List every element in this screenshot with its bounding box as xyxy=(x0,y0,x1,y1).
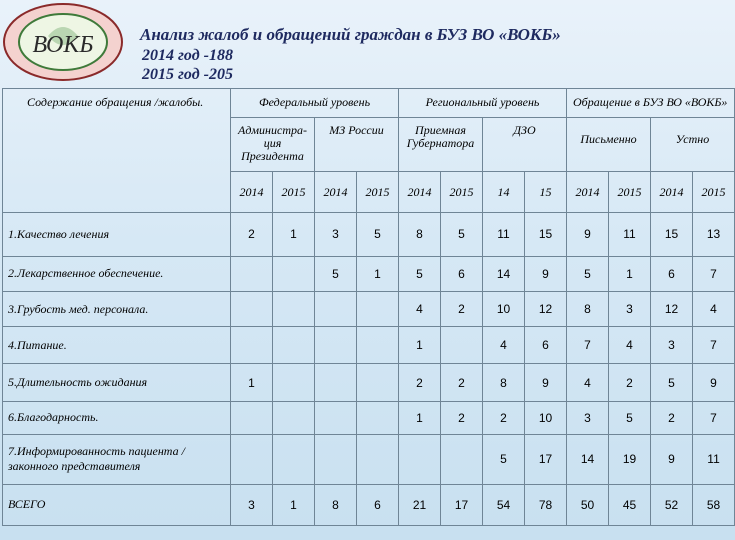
table-row xyxy=(3,484,735,525)
row-label: 6.Благодарность. xyxy=(3,401,231,434)
value-cell: 1 xyxy=(231,364,273,401)
value-cell: 6 xyxy=(441,256,483,291)
value-cell: 7 xyxy=(693,256,735,291)
value-cell: 5 xyxy=(609,401,651,434)
value-cell xyxy=(357,401,399,434)
value-cell: 1 xyxy=(273,484,315,525)
value-cell: 12 xyxy=(651,291,693,326)
value-cell: 5 xyxy=(399,256,441,291)
value-cell xyxy=(231,434,273,484)
value-cell: 10 xyxy=(483,291,525,326)
value-cell: 3 xyxy=(231,484,273,525)
svg-text:ВОКБ: ВОКБ xyxy=(32,32,94,58)
row-label: ВСЕГО xyxy=(3,484,231,525)
content-header: Содержание обращения /жалобы. xyxy=(3,89,231,213)
row-label: 1.Качество лечения xyxy=(3,213,231,256)
value-cell: 4 xyxy=(483,327,525,364)
value-cell: 2 xyxy=(231,213,273,256)
value-cell: 58 xyxy=(693,484,735,525)
value-cell: 7 xyxy=(693,327,735,364)
value-cell: 50 xyxy=(567,484,609,525)
value-cell: 11 xyxy=(693,434,735,484)
year-2014-total: 2014 год -188 xyxy=(142,47,233,64)
value-cell: 4 xyxy=(399,291,441,326)
year-cell: 2014 xyxy=(651,171,693,212)
value-cell xyxy=(273,327,315,364)
year-cell: 2015 xyxy=(441,171,483,212)
value-cell: 5 xyxy=(567,256,609,291)
year-cell: 2015 xyxy=(609,171,651,212)
value-cell: 2 xyxy=(483,401,525,434)
value-cell: 9 xyxy=(567,213,609,256)
year-cell: 2014 xyxy=(231,171,273,212)
value-cell: 2 xyxy=(441,401,483,434)
value-cell: 8 xyxy=(567,291,609,326)
value-cell: 17 xyxy=(525,434,567,484)
value-cell xyxy=(357,364,399,401)
value-cell: 5 xyxy=(315,256,357,291)
value-cell xyxy=(273,256,315,291)
year-cell: 2015 xyxy=(273,171,315,212)
value-cell: 19 xyxy=(609,434,651,484)
mz-russia-header: МЗ России xyxy=(315,117,399,171)
value-cell: 9 xyxy=(525,256,567,291)
admin-president-header: Администра-ция Президента xyxy=(231,117,315,171)
year-cell: 2014 xyxy=(315,171,357,212)
value-cell xyxy=(231,256,273,291)
year-2015-total: 2015 год -205 xyxy=(142,66,233,83)
year-cell: 2014 xyxy=(399,171,441,212)
table-row xyxy=(3,256,735,291)
value-cell: 52 xyxy=(651,484,693,525)
value-cell: 8 xyxy=(483,364,525,401)
value-cell: 11 xyxy=(609,213,651,256)
value-cell xyxy=(273,291,315,326)
value-cell: 5 xyxy=(483,434,525,484)
value-cell xyxy=(441,434,483,484)
value-cell: 4 xyxy=(609,327,651,364)
value-cell: 6 xyxy=(357,484,399,525)
value-cell xyxy=(273,401,315,434)
value-cell xyxy=(231,291,273,326)
value-cell: 15 xyxy=(651,213,693,256)
value-cell: 12 xyxy=(525,291,567,326)
value-cell: 2 xyxy=(441,291,483,326)
value-cell: 5 xyxy=(357,213,399,256)
hospital-logo xyxy=(2,2,124,82)
value-cell: 1 xyxy=(399,401,441,434)
year-cell: 2014 xyxy=(567,171,609,212)
table-row xyxy=(3,364,735,401)
value-cell: 2 xyxy=(609,364,651,401)
value-cell: 7 xyxy=(693,401,735,434)
value-cell: 2 xyxy=(399,364,441,401)
value-cell: 5 xyxy=(651,364,693,401)
value-cell: 8 xyxy=(399,213,441,256)
value-cell xyxy=(441,327,483,364)
regional-level-header: Региональный уровень xyxy=(399,89,567,118)
table-row xyxy=(3,434,735,484)
value-cell: 9 xyxy=(693,364,735,401)
value-cell: 54 xyxy=(483,484,525,525)
row-label: 4.Питание. xyxy=(3,327,231,364)
federal-level-header: Федеральный уровень xyxy=(231,89,399,118)
value-cell: 4 xyxy=(693,291,735,326)
value-cell: 14 xyxy=(483,256,525,291)
row-label: 5.Длительность ожидания xyxy=(3,364,231,401)
table-row xyxy=(3,327,735,364)
table-row xyxy=(3,401,735,434)
written-header: Письменно xyxy=(567,117,651,171)
value-cell xyxy=(315,364,357,401)
value-cell: 45 xyxy=(609,484,651,525)
value-cell xyxy=(315,327,357,364)
year-cell: 14 xyxy=(483,171,525,212)
complaints-table xyxy=(2,88,735,526)
row-label: 3.Грубость мед. персонала. xyxy=(3,291,231,326)
value-cell xyxy=(273,434,315,484)
oral-header: Устно xyxy=(651,117,735,171)
value-cell: 1 xyxy=(609,256,651,291)
value-cell: 21 xyxy=(399,484,441,525)
value-cell: 3 xyxy=(567,401,609,434)
value-cell: 11 xyxy=(483,213,525,256)
dzo-header: ДЗО xyxy=(483,117,567,171)
value-cell: 13 xyxy=(693,213,735,256)
year-cell: 2015 xyxy=(357,171,399,212)
governor-reception-header: Приемная Губернатора xyxy=(399,117,483,171)
value-cell xyxy=(315,401,357,434)
value-cell: 10 xyxy=(525,401,567,434)
value-cell: 78 xyxy=(525,484,567,525)
value-cell: 6 xyxy=(651,256,693,291)
value-cell xyxy=(357,434,399,484)
value-cell: 4 xyxy=(567,364,609,401)
value-cell: 1 xyxy=(357,256,399,291)
value-cell: 1 xyxy=(399,327,441,364)
value-cell: 8 xyxy=(315,484,357,525)
value-cell: 9 xyxy=(525,364,567,401)
value-cell xyxy=(357,291,399,326)
value-cell xyxy=(315,434,357,484)
table-row xyxy=(3,213,735,256)
value-cell xyxy=(231,401,273,434)
value-cell: 3 xyxy=(651,327,693,364)
page-title: Анализ жалоб и обращений граждан в БУЗ ВО «ВОКБ» xyxy=(140,25,561,44)
year-cell: 15 xyxy=(525,171,567,212)
value-cell xyxy=(399,434,441,484)
value-cell: 1 xyxy=(273,213,315,256)
row-label: 7.Информированность пациента /законного представителя xyxy=(3,434,231,484)
table-row xyxy=(3,291,735,326)
value-cell xyxy=(231,327,273,364)
value-cell xyxy=(357,327,399,364)
value-cell: 3 xyxy=(315,213,357,256)
row-label: 2.Лекарственное обеспечение. xyxy=(3,256,231,291)
value-cell: 17 xyxy=(441,484,483,525)
value-cell xyxy=(315,291,357,326)
value-cell: 7 xyxy=(567,327,609,364)
value-cell xyxy=(273,364,315,401)
value-cell: 5 xyxy=(441,213,483,256)
value-cell: 15 xyxy=(525,213,567,256)
value-cell: 6 xyxy=(525,327,567,364)
year-cell: 2015 xyxy=(693,171,735,212)
value-cell: 2 xyxy=(441,364,483,401)
value-cell: 9 xyxy=(651,434,693,484)
value-cell: 14 xyxy=(567,434,609,484)
value-cell: 3 xyxy=(609,291,651,326)
value-cell: 2 xyxy=(651,401,693,434)
bvo-header: Обращение в БУЗ ВО «ВОКБ» xyxy=(567,89,735,118)
